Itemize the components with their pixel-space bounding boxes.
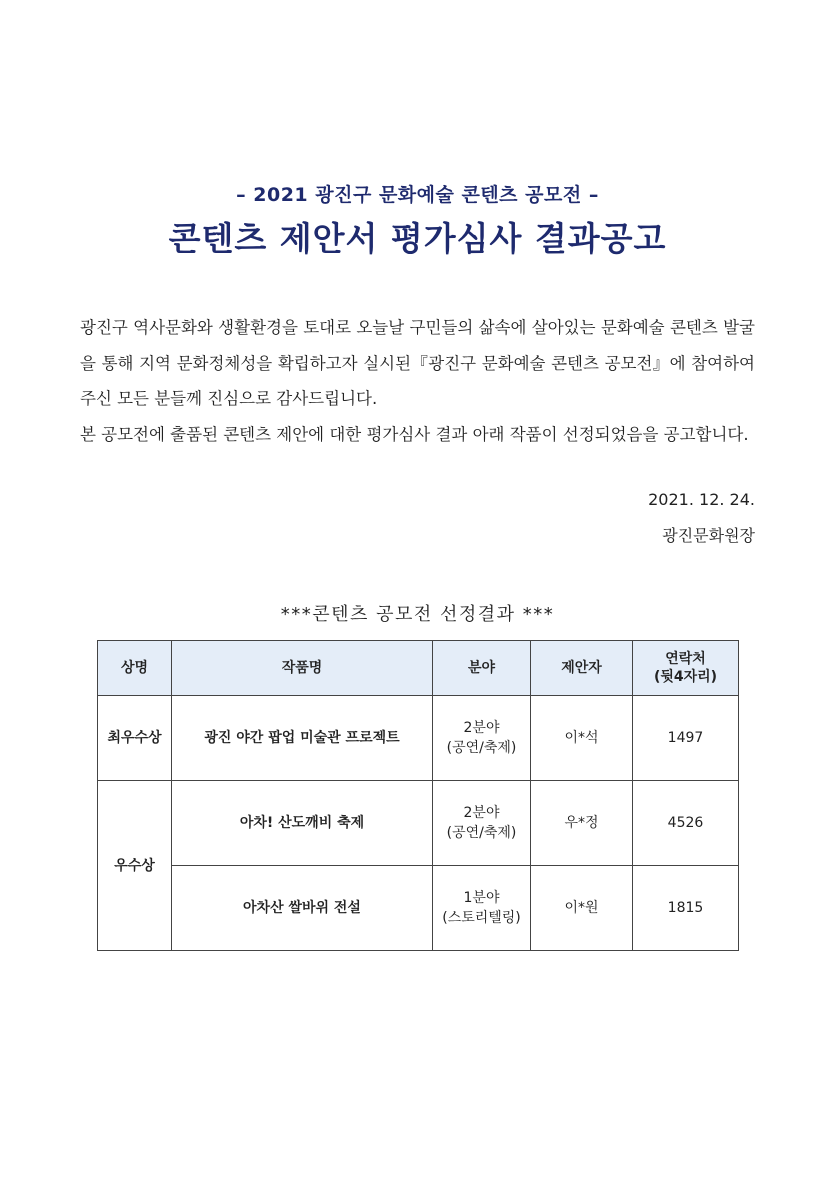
header-contact <box>633 641 739 696</box>
row-work: 아차산 쌀바위 전설 <box>172 866 433 951</box>
row-field-line1: 1분야 <box>463 890 500 906</box>
results-table-title: ***콘텐츠 공모전 선정결과 *** <box>280 604 555 625</box>
announcement-date: 2021. 12. 24. <box>648 490 755 509</box>
table-row <box>98 696 739 781</box>
issuer-name: 광진문화원장 <box>662 526 755 545</box>
row-field-line2: (공연/축제) <box>446 825 517 841</box>
row-field-line2: (공연/축제) <box>446 740 517 756</box>
announcement-body <box>80 310 755 452</box>
row-field <box>433 696 531 781</box>
announcement-paragraph-2: 본 공모전에 출품된 콘텐츠 제안에 대한 평가심사 결과 아래 작품이 선정되었음을 공고합니다. <box>80 424 749 444</box>
row-field <box>433 866 531 951</box>
header-award: 상명 <box>98 641 172 696</box>
row-field-line1: 2분야 <box>463 805 500 821</box>
row-contact: 1815 <box>633 866 739 951</box>
row-award: 최우수상 <box>98 696 172 781</box>
row-proposer: 이*석 <box>531 696 633 781</box>
row-field <box>433 781 531 866</box>
results-table-header-row <box>98 641 739 696</box>
header-contact-line2: (뒷4자리) <box>653 669 718 685</box>
row-contact: 4526 <box>633 781 739 866</box>
header-work: 작품명 <box>172 641 433 696</box>
row-contact: 1497 <box>633 696 739 781</box>
header-contact-line1: 연락처 <box>665 651 706 667</box>
header-proposer: 제안자 <box>531 641 633 696</box>
document-subtitle: – 2021 광진구 문화예술 콘텐츠 공모전 – <box>236 184 599 206</box>
row-award: 우수상 <box>98 781 172 951</box>
row-work: 광진 야간 팝업 미술관 프로젝트 <box>172 696 433 781</box>
row-work: 아차! 산도깨비 축제 <box>172 781 433 866</box>
row-field-line2: (스토리텔링) <box>442 910 521 926</box>
results-table <box>97 640 739 951</box>
document-title: 콘텐츠 제안서 평가심사 결과공고 <box>168 219 667 258</box>
announcement-paragraph-1: 광진구 역사문화와 생활환경을 토대로 오늘날 구민들의 삶속에 살아있는 문화예술 콘텐츠 발굴을 통해 지역 문화정체성을 확립하고자 실시된『광진구 문화예술 콘텐츠 공모전』에 참여하여 주신 모든 분들께 진심으로 감사드립니다. <box>80 318 755 408</box>
header-field: 분야 <box>433 641 531 696</box>
table-row <box>98 866 739 951</box>
table-row <box>98 781 739 866</box>
row-proposer: 이*원 <box>531 866 633 951</box>
row-proposer: 우*정 <box>531 781 633 866</box>
row-field-line1: 2분야 <box>463 720 500 736</box>
